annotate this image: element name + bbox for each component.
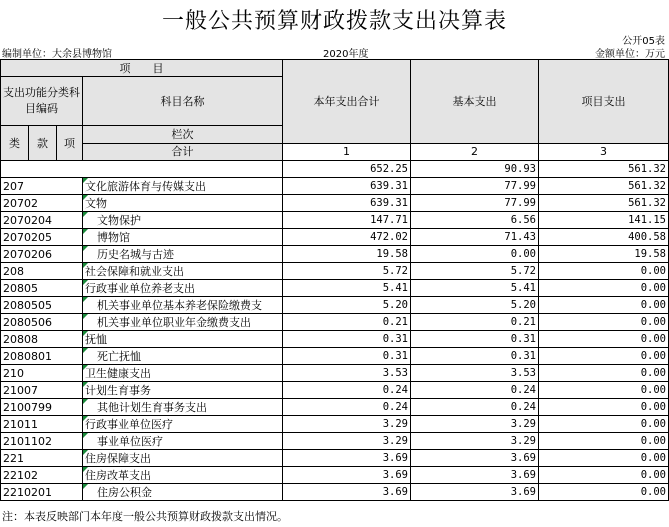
subject-code: 21011	[1, 416, 83, 433]
amount-project: 0.00	[539, 433, 669, 450]
cell-marker-icon	[83, 195, 88, 200]
subject-name	[83, 178, 283, 195]
header-basic: 基本支出	[411, 60, 539, 144]
cell-marker-icon	[83, 212, 88, 217]
column-index-1: 1	[283, 143, 411, 161]
column-index-2: 2	[411, 143, 539, 161]
subject-name-text: 计划生育事务	[85, 383, 151, 397]
table-row	[1, 280, 669, 297]
amount-project: 0.00	[539, 331, 669, 348]
subject-name	[83, 263, 283, 280]
subject-code: 20805	[1, 280, 83, 297]
table-row	[1, 297, 669, 314]
cell-marker-icon	[83, 331, 88, 336]
amount-basic: 3.29	[411, 433, 539, 450]
subject-code: 22102	[1, 467, 83, 484]
subject-name	[83, 280, 283, 297]
table-row	[1, 331, 669, 348]
subject-code: 21007	[1, 382, 83, 399]
subject-name-text: 机关事业单位基本养老保险缴费支	[97, 298, 262, 312]
subject-name	[83, 314, 283, 331]
amount-project: 141.15	[539, 212, 669, 229]
amount-total: 3.69	[283, 450, 411, 467]
page-title: 一般公共预算财政拨款支出决算表	[161, 9, 507, 34]
subject-code: 208	[1, 263, 83, 280]
summary-row	[1, 161, 669, 178]
table-row	[1, 263, 669, 280]
cell-marker-icon	[83, 314, 88, 319]
table-row	[1, 348, 669, 365]
subject-name-text: 历史名城与古迹	[97, 247, 174, 261]
table-row	[1, 195, 669, 212]
amount-project: 0.00	[539, 263, 669, 280]
amount-total: 0.24	[283, 399, 411, 416]
amount-basic: 5.41	[411, 280, 539, 297]
amount-project: 0.00	[539, 280, 669, 297]
cell-marker-icon	[83, 382, 88, 387]
amount-basic: 0.24	[411, 382, 539, 399]
table-row	[1, 246, 669, 263]
subject-name	[83, 416, 283, 433]
table-row	[1, 382, 669, 399]
compiling-unit: 编制单位：大余县博物馆	[2, 49, 112, 60]
amount-total: 3.69	[283, 484, 411, 501]
table-row	[1, 178, 669, 195]
amount-basic: 5.20	[411, 297, 539, 314]
subject-code: 2080801	[1, 348, 83, 365]
amount-project: 0.00	[539, 297, 669, 314]
header-project: 项目支出	[539, 60, 669, 144]
amount-project: 0.00	[539, 314, 669, 331]
subject-name-text: 社会保障和就业支出	[85, 264, 184, 278]
amount-basic: 0.00	[411, 246, 539, 263]
subject-code: 2070204	[1, 212, 83, 229]
header-total: 本年支出合计	[283, 60, 411, 144]
subject-name	[83, 229, 283, 246]
amount-total: 0.31	[283, 331, 411, 348]
table-row	[1, 365, 669, 382]
subject-code: 2080505	[1, 297, 83, 314]
amount-total: 19.58	[283, 246, 411, 263]
amount-basic: 0.31	[411, 331, 539, 348]
amount-total: 5.72	[283, 263, 411, 280]
form-number: 公开05表	[622, 36, 665, 47]
amount-basic: 0.24	[411, 399, 539, 416]
amount-project: 400.58	[539, 229, 669, 246]
subject-name	[83, 450, 283, 467]
header-func-code: 支出功能分类科目编码	[1, 77, 83, 126]
subject-name	[83, 382, 283, 399]
subject-name	[83, 212, 283, 229]
subject-name	[83, 195, 283, 212]
amount-project: 0.00	[539, 416, 669, 433]
amount-project: 0.00	[539, 348, 669, 365]
amount-basic: 71.43	[411, 229, 539, 246]
table-row	[1, 399, 669, 416]
subject-code: 20808	[1, 331, 83, 348]
money-unit: 金额单位：万元	[595, 49, 665, 60]
amount-project: 19.58	[539, 246, 669, 263]
cell-marker-icon	[83, 433, 88, 438]
footnote: 注：本表反映部门本年度一般公共预算财政拨款支出情况。	[2, 510, 288, 523]
amount-total: 147.71	[283, 212, 411, 229]
subject-name-text: 死亡抚恤	[97, 349, 141, 363]
table-row	[1, 484, 669, 501]
table-row	[1, 314, 669, 331]
cell-marker-icon	[83, 229, 88, 234]
cell-marker-icon	[83, 484, 88, 489]
cell-marker-icon	[83, 416, 88, 421]
table-row	[1, 416, 669, 433]
subject-name-text: 卫生健康支出	[85, 366, 151, 380]
subject-name	[83, 297, 283, 314]
cell-marker-icon	[83, 365, 88, 370]
subject-name-text: 文物	[85, 196, 107, 210]
amount-total: 3.53	[283, 365, 411, 382]
subject-code: 2100799	[1, 399, 83, 416]
amount-project: 561.32	[539, 195, 669, 212]
subject-name-text: 行政事业单位养老支出	[85, 281, 195, 295]
amount-total: 3.29	[283, 416, 411, 433]
table-row	[1, 229, 669, 246]
subject-name-text: 其他计划生育事务支出	[97, 400, 207, 414]
subject-name-text: 事业单位医疗	[97, 434, 163, 448]
amount-project: 0.00	[539, 399, 669, 416]
amount-basic: 77.99	[411, 195, 539, 212]
subject-name-text: 抚恤	[85, 332, 107, 346]
amount-project: 0.00	[539, 467, 669, 484]
amount-project: 0.00	[539, 365, 669, 382]
amount-total: 0.24	[283, 382, 411, 399]
subject-name-text: 博物馆	[97, 230, 130, 244]
subject-code: 2070206	[1, 246, 83, 263]
amount-basic: 6.56	[411, 212, 539, 229]
table-row	[1, 212, 669, 229]
amount-total: 5.20	[283, 297, 411, 314]
subject-code: 2070205	[1, 229, 83, 246]
amount-project: 0.00	[539, 484, 669, 501]
header-column-label: 栏次	[83, 126, 283, 144]
amount-total: 639.31	[283, 178, 411, 195]
amount-basic: 0.21	[411, 314, 539, 331]
subject-name	[83, 399, 283, 416]
cell-marker-icon	[83, 263, 88, 268]
table-row	[1, 467, 669, 484]
amount-total: 5.41	[283, 280, 411, 297]
amount-basic: 3.69	[411, 467, 539, 484]
subject-name	[83, 348, 283, 365]
amount-total: 0.21	[283, 314, 411, 331]
subject-code: 2080506	[1, 314, 83, 331]
amount-total: 472.02	[283, 229, 411, 246]
subject-name	[83, 484, 283, 501]
header-xiang: 项	[57, 126, 83, 161]
cell-marker-icon	[83, 280, 88, 285]
subject-code: 221	[1, 450, 83, 467]
subject-name-text: 机关事业单位职业年金缴费支出	[97, 315, 251, 329]
cell-marker-icon	[83, 399, 88, 404]
header-item: 项 目	[1, 60, 283, 77]
summary-project: 561.32	[539, 161, 669, 178]
subject-name-text: 文化旅游体育与传媒支出	[85, 179, 206, 193]
header-subject-name: 科目名称	[83, 77, 283, 126]
subject-name	[83, 365, 283, 382]
table-row	[1, 450, 669, 467]
cell-marker-icon	[83, 246, 88, 251]
report-year: 2020年度	[323, 49, 369, 60]
subject-code: 207	[1, 178, 83, 195]
amount-project: 0.00	[539, 382, 669, 399]
subject-name	[83, 331, 283, 348]
subject-name-text: 住房保障支出	[85, 451, 151, 465]
subject-name	[83, 246, 283, 263]
amount-project: 0.00	[539, 450, 669, 467]
cell-marker-icon	[83, 348, 88, 353]
subject-name	[83, 467, 283, 484]
amount-total: 0.31	[283, 348, 411, 365]
header-row-1	[1, 60, 669, 77]
subject-name-text: 行政事业单位医疗	[85, 417, 173, 431]
amount-basic: 5.72	[411, 263, 539, 280]
column-index-3: 3	[539, 143, 669, 161]
subject-name-text: 住房公积金	[97, 485, 152, 499]
amount-basic: 3.69	[411, 450, 539, 467]
cell-marker-icon	[83, 450, 88, 455]
amount-basic: 3.53	[411, 365, 539, 382]
header-row-5	[1, 143, 669, 161]
amount-total: 3.29	[283, 433, 411, 450]
table-row	[1, 433, 669, 450]
subject-name-text: 文物保护	[97, 213, 141, 227]
amount-basic: 0.31	[411, 348, 539, 365]
subject-name-text: 住房改革支出	[85, 468, 151, 482]
amount-total: 3.69	[283, 467, 411, 484]
header-kuan: 款	[29, 126, 57, 161]
header-lei: 类	[1, 126, 29, 161]
cell-marker-icon	[83, 297, 88, 302]
summary-basic: 90.93	[411, 161, 539, 178]
cell-marker-icon	[83, 178, 88, 183]
amount-basic: 77.99	[411, 178, 539, 195]
subject-code: 2210201	[1, 484, 83, 501]
amount-basic: 3.29	[411, 416, 539, 433]
subject-code: 20702	[1, 195, 83, 212]
subject-code: 210	[1, 365, 83, 382]
amount-basic: 3.69	[411, 484, 539, 501]
amount-project: 561.32	[539, 178, 669, 195]
subject-name	[83, 433, 283, 450]
summary-label: 合计	[83, 143, 283, 161]
subject-code: 2101102	[1, 433, 83, 450]
summary-total: 652.25	[283, 161, 411, 178]
cell-marker-icon	[83, 467, 88, 472]
expenditure-table	[0, 59, 669, 501]
amount-total: 639.31	[283, 195, 411, 212]
